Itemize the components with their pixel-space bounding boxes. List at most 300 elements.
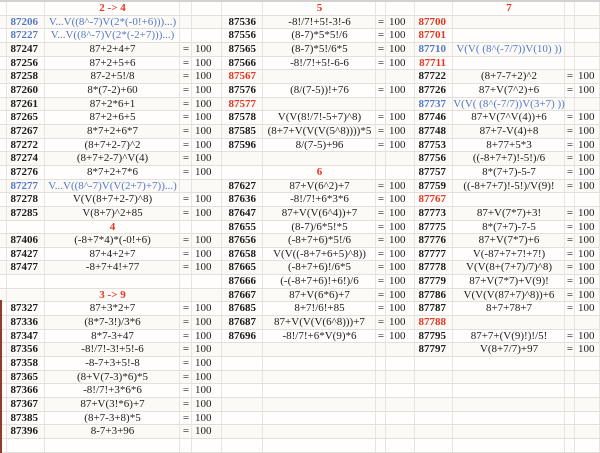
empty-cell[interactable] [575, 2, 600, 15]
number-cell[interactable]: 87748 [415, 125, 453, 138]
number-cell[interactable]: 87206 [7, 16, 45, 29]
gutter-cell[interactable] [0, 234, 7, 247]
gutter-cell[interactable] [0, 275, 7, 288]
result-cell[interactable]: 100 [575, 139, 600, 152]
empty-cell[interactable] [192, 289, 222, 302]
gutter-cell[interactable] [0, 221, 7, 234]
formula-cell[interactable]: 87+V(7*7)+3! [453, 207, 565, 220]
equals-cell[interactable]: = [180, 207, 192, 220]
result-cell[interactable]: 100 [386, 57, 415, 70]
gutter-cell[interactable] [0, 57, 7, 70]
result-cell[interactable]: 100 [575, 330, 600, 343]
equals-cell[interactable]: = [377, 288, 385, 301]
result-cell[interactable]: 100 [192, 261, 222, 274]
number-cell[interactable]: 87778 [415, 261, 453, 274]
gutter-cell[interactable] [0, 261, 7, 274]
equals-cell[interactable]: = [180, 248, 192, 261]
result-cell[interactable]: 100 [386, 139, 415, 152]
formula-cell[interactable]: -8!/7!-3!+5!-6 [45, 343, 180, 356]
result-cell[interactable]: 100 [575, 275, 600, 288]
empty-cell[interactable] [192, 221, 222, 234]
equals-cell[interactable]: = [377, 15, 385, 28]
result-cell[interactable]: 100 [192, 43, 222, 56]
number-cell[interactable]: 87367 [7, 398, 45, 411]
empty-cell[interactable] [386, 343, 415, 356]
empty-cell[interactable] [575, 398, 600, 411]
empty-cell[interactable] [386, 371, 415, 384]
result-cell[interactable]: 100 [192, 152, 222, 165]
formula-cell[interactable]: 87+3*2+7 [45, 302, 180, 315]
empty-cell[interactable] [263, 152, 376, 165]
formula-cell[interactable]: ((-8+7+7)!-5!)/V(9)! [453, 180, 565, 193]
empty-cell[interactable] [565, 193, 575, 206]
empty-cell[interactable] [376, 166, 386, 179]
empty-cell[interactable] [453, 371, 565, 384]
result-cell[interactable]: 100 [386, 316, 415, 329]
equals-cell[interactable]: = [566, 111, 574, 124]
equals-cell[interactable]: = [180, 98, 192, 111]
empty-cell[interactable] [565, 398, 575, 411]
gutter-cell[interactable] [0, 84, 7, 97]
formula-cell[interactable]: 87+7+(V(9)!)!/5! [453, 330, 565, 343]
number-cell[interactable]: 87358 [7, 357, 45, 370]
result-cell[interactable]: 100 [192, 84, 222, 97]
number-cell[interactable]: 87786 [415, 289, 453, 302]
empty-cell[interactable] [453, 439, 565, 452]
result-cell[interactable]: 100 [386, 29, 415, 42]
empty-cell[interactable] [263, 439, 376, 452]
empty-cell[interactable] [376, 439, 386, 452]
empty-cell[interactable] [222, 343, 263, 356]
empty-cell[interactable] [386, 425, 415, 438]
formula-cell[interactable]: -8!/7!+3*6*6 [45, 384, 180, 397]
empty-cell[interactable] [565, 425, 575, 438]
number-cell[interactable]: 87258 [7, 70, 45, 83]
number-cell[interactable]: 87759 [415, 180, 453, 193]
formula-cell[interactable]: 87+2+4+7 [45, 43, 180, 56]
formula-cell[interactable]: 87+2+6+5 [45, 111, 180, 124]
equals-cell[interactable]: = [566, 247, 574, 260]
formula-cell[interactable]: (8+7+2-7)^V(4) [45, 152, 180, 165]
number-cell[interactable]: 87336 [7, 316, 45, 329]
number-cell[interactable]: 87797 [415, 343, 453, 356]
result-cell[interactable]: 100 [386, 193, 415, 206]
result-cell[interactable]: 100 [386, 84, 415, 97]
equals-cell[interactable]: = [377, 179, 385, 192]
equals-cell[interactable]: = [566, 152, 574, 165]
number-cell[interactable]: 87536 [222, 16, 263, 29]
result-cell[interactable]: 100 [192, 234, 222, 247]
result-cell[interactable]: 100 [575, 152, 600, 165]
number-cell[interactable]: 87585 [222, 125, 263, 138]
formula-cell[interactable]: -8!/7!+5!-6-6 [263, 57, 376, 70]
empty-cell[interactable] [386, 98, 415, 111]
result-cell[interactable]: 100 [386, 234, 415, 247]
result-cell[interactable]: 100 [575, 70, 600, 83]
result-cell[interactable]: 100 [575, 261, 600, 274]
section-header[interactable]: 4 [45, 221, 180, 234]
section-header[interactable]: 7 [453, 2, 565, 15]
formula-cell[interactable]: (8-7)*5!/6*5 [263, 43, 376, 56]
gutter-cell[interactable] [0, 207, 7, 220]
empty-cell[interactable] [453, 384, 565, 397]
empty-cell[interactable] [180, 439, 192, 452]
formula-cell[interactable]: 87+V(6*6)+7 [263, 289, 376, 302]
equals-cell[interactable]: = [377, 329, 385, 342]
formula-cell[interactable]: 8*7-3+47 [45, 330, 180, 343]
number-cell[interactable]: 87396 [7, 425, 45, 438]
empty-cell[interactable] [376, 398, 386, 411]
result-cell[interactable]: 100 [575, 302, 600, 315]
empty-cell[interactable] [565, 384, 575, 397]
equals-cell[interactable]: = [180, 343, 192, 356]
equals-cell[interactable]: = [377, 83, 385, 96]
number-cell[interactable]: 87596 [222, 139, 263, 152]
number-cell[interactable]: 87701 [415, 29, 453, 42]
result-cell[interactable]: 100 [192, 207, 222, 220]
number-cell[interactable]: 87627 [222, 180, 263, 193]
result-cell[interactable]: 100 [192, 111, 222, 124]
equals-cell[interactable]: = [566, 343, 574, 356]
formula-cell[interactable]: (-8+7+6)*5!/6 [263, 234, 376, 247]
result-cell[interactable]: 100 [192, 98, 222, 111]
equals-cell[interactable]: = [566, 261, 574, 274]
equals-cell[interactable]: = [377, 302, 385, 315]
equals-cell[interactable]: = [377, 220, 385, 233]
gutter-cell[interactable] [0, 152, 7, 165]
number-cell[interactable]: 87737 [415, 98, 453, 111]
equals-cell[interactable]: = [180, 139, 192, 152]
formula-cell[interactable]: 8+77+5*3 [453, 139, 565, 152]
empty-cell[interactable] [565, 316, 575, 329]
number-cell[interactable]: 87656 [222, 234, 263, 247]
empty-cell[interactable] [222, 439, 263, 452]
formula-cell[interactable]: V(-87+7+7!+7!) [453, 248, 565, 261]
result-cell[interactable]: 100 [386, 111, 415, 124]
formula-cell[interactable]: (8+V(7-3)*6)*5 [45, 371, 180, 384]
formula-cell[interactable]: V(V( (8^(-7/7))V(10) )) [453, 43, 565, 56]
result-cell[interactable]: 100 [386, 180, 415, 193]
empty-cell[interactable] [376, 357, 386, 370]
number-cell[interactable]: 87773 [415, 207, 453, 220]
formula-cell[interactable]: (8-7)*5*5!/6 [263, 29, 376, 42]
formula-cell[interactable]: 87+4+2+7 [45, 248, 180, 261]
number-cell[interactable]: 87285 [7, 207, 45, 220]
formula-cell[interactable]: 8+7!/6!+85 [263, 302, 376, 315]
empty-cell[interactable] [565, 439, 575, 452]
number-cell[interactable]: 87278 [7, 193, 45, 206]
empty-cell[interactable] [386, 398, 415, 411]
number-cell[interactable]: 87775 [415, 221, 453, 234]
equals-cell[interactable]: = [180, 125, 192, 138]
empty-cell[interactable] [386, 384, 415, 397]
formula-cell[interactable]: (-8+7*4)*(-0!+6) [45, 234, 180, 247]
empty-cell[interactable] [453, 57, 565, 70]
equals-cell[interactable]: = [566, 70, 574, 83]
gutter-cell[interactable] [0, 16, 7, 29]
empty-cell[interactable] [263, 98, 376, 111]
empty-cell[interactable] [222, 2, 263, 15]
empty-cell[interactable] [415, 384, 453, 397]
number-cell[interactable]: 87256 [7, 57, 45, 70]
result-cell[interactable]: 100 [386, 289, 415, 302]
number-cell[interactable]: 87658 [222, 248, 263, 261]
result-cell[interactable]: 100 [575, 343, 600, 356]
empty-cell[interactable] [376, 425, 386, 438]
number-cell[interactable]: 87655 [222, 221, 263, 234]
result-cell[interactable]: 100 [192, 371, 222, 384]
formula-cell[interactable]: (8+7+2-7)^2 [45, 139, 180, 152]
empty-cell[interactable] [180, 2, 192, 15]
section-header[interactable]: 5 [263, 2, 376, 15]
empty-cell[interactable] [263, 425, 376, 438]
number-cell[interactable]: 87277 [7, 180, 45, 193]
number-cell[interactable]: 87665 [222, 261, 263, 274]
equals-cell[interactable]: = [180, 261, 192, 274]
gutter-cell[interactable] [0, 248, 7, 261]
result-cell[interactable]: 100 [575, 248, 600, 261]
result-cell[interactable]: 100 [192, 384, 222, 397]
empty-cell[interactable] [565, 29, 575, 42]
empty-cell[interactable] [575, 439, 600, 452]
result-cell[interactable]: 100 [386, 330, 415, 343]
number-cell[interactable]: 87788 [415, 316, 453, 329]
result-cell[interactable]: 100 [192, 398, 222, 411]
number-cell[interactable]: 87636 [222, 193, 263, 206]
number-cell[interactable]: 87710 [415, 43, 453, 56]
empty-cell[interactable] [222, 412, 263, 425]
equals-cell[interactable]: = [566, 234, 574, 247]
result-cell[interactable]: 100 [192, 248, 222, 261]
empty-cell[interactable] [222, 371, 263, 384]
formula-cell[interactable]: -8-7+3+5!-8 [45, 357, 180, 370]
formula-cell[interactable]: 87+V(6^2)+7 [263, 180, 376, 193]
gutter-cell[interactable] [0, 180, 7, 193]
gutter-cell[interactable] [0, 29, 7, 42]
equals-cell[interactable]: = [180, 166, 192, 179]
equals-cell[interactable]: = [180, 70, 192, 83]
result-cell[interactable]: 100 [192, 57, 222, 70]
empty-cell[interactable] [263, 357, 376, 370]
result-cell[interactable]: 100 [192, 425, 222, 438]
result-cell[interactable]: 100 [575, 289, 600, 302]
empty-cell[interactable] [192, 275, 222, 288]
number-cell[interactable]: 87365 [7, 371, 45, 384]
empty-cell[interactable] [222, 398, 263, 411]
empty-cell[interactable] [222, 425, 263, 438]
formula-cell[interactable]: 87+V(7*7)+6 [453, 234, 565, 247]
empty-cell[interactable] [575, 43, 600, 56]
result-cell[interactable]: 100 [386, 125, 415, 138]
empty-cell[interactable] [263, 412, 376, 425]
number-cell[interactable]: 87685 [222, 302, 263, 315]
number-cell[interactable]: 87779 [415, 275, 453, 288]
number-cell[interactable]: 87567 [222, 70, 263, 83]
empty-cell[interactable] [222, 384, 263, 397]
number-cell[interactable]: 87385 [7, 412, 45, 425]
empty-cell[interactable] [180, 180, 192, 193]
result-cell[interactable]: 100 [192, 412, 222, 425]
empty-cell[interactable] [386, 412, 415, 425]
empty-cell[interactable] [180, 221, 192, 234]
section-header[interactable]: 3 -> 9 [45, 289, 180, 302]
empty-cell[interactable] [376, 70, 386, 83]
equals-cell[interactable]: = [180, 234, 192, 247]
equals-cell[interactable]: = [377, 111, 385, 124]
empty-cell[interactable] [386, 152, 415, 165]
equals-cell[interactable]: = [377, 206, 385, 219]
empty-cell[interactable] [453, 398, 565, 411]
empty-cell[interactable] [415, 371, 453, 384]
number-cell[interactable]: 87347 [7, 330, 45, 343]
empty-cell[interactable] [222, 152, 263, 165]
empty-cell[interactable] [565, 371, 575, 384]
number-cell[interactable]: 87696 [222, 330, 263, 343]
formula-cell[interactable]: 87+V(V(V(6^8)))+7 [263, 316, 376, 329]
gutter-cell[interactable] [0, 125, 7, 138]
number-cell[interactable]: 87666 [222, 275, 263, 288]
number-cell[interactable]: 87427 [7, 248, 45, 261]
empty-cell[interactable] [453, 29, 565, 42]
empty-cell[interactable] [7, 439, 45, 452]
empty-cell[interactable] [386, 439, 415, 452]
number-cell[interactable]: 87477 [7, 261, 45, 274]
gutter-cell[interactable] [0, 70, 7, 83]
empty-cell[interactable] [7, 221, 45, 234]
empty-cell[interactable] [386, 70, 415, 83]
number-cell[interactable]: 87577 [222, 98, 263, 111]
empty-cell[interactable] [7, 275, 45, 288]
result-cell[interactable]: 100 [192, 125, 222, 138]
formula-cell[interactable]: 87+V(3!*6)+7 [45, 398, 180, 411]
result-cell[interactable]: 100 [192, 166, 222, 179]
empty-cell[interactable] [575, 412, 600, 425]
empty-cell[interactable] [565, 57, 575, 70]
empty-cell[interactable] [565, 412, 575, 425]
equals-cell[interactable]: = [566, 329, 574, 342]
equals-cell[interactable]: = [566, 302, 574, 315]
empty-cell[interactable] [575, 193, 600, 206]
equals-cell[interactable]: = [377, 42, 385, 55]
empty-cell[interactable] [415, 357, 453, 370]
result-cell[interactable]: 100 [192, 302, 222, 315]
empty-cell[interactable] [565, 16, 575, 29]
equals-cell[interactable]: = [180, 302, 192, 315]
equals-cell[interactable]: = [180, 57, 192, 70]
equals-cell[interactable]: = [566, 138, 574, 151]
result-cell[interactable]: 100 [386, 207, 415, 220]
empty-cell[interactable] [180, 29, 192, 42]
empty-cell[interactable] [192, 439, 222, 452]
equals-cell[interactable]: = [377, 138, 385, 151]
result-cell[interactable]: 100 [575, 125, 600, 138]
formula-cell[interactable]: V(V(8+(7+7)/7)^8) [453, 261, 565, 274]
result-cell[interactable]: 100 [192, 193, 222, 206]
empty-cell[interactable] [192, 16, 222, 29]
empty-cell[interactable] [376, 98, 386, 111]
number-cell[interactable]: 87746 [415, 111, 453, 124]
number-cell[interactable]: 87565 [222, 43, 263, 56]
formula-cell[interactable]: V(V( (8^(-7/7))V(3+7) )) [453, 97, 565, 110]
result-cell[interactable]: 100 [575, 221, 600, 234]
equals-cell[interactable]: = [180, 371, 192, 384]
empty-cell[interactable] [222, 357, 263, 370]
formula-cell[interactable]: 8*(7+7)-7-5 [453, 221, 565, 234]
empty-cell[interactable] [575, 425, 600, 438]
equals-cell[interactable]: = [180, 43, 192, 56]
empty-cell[interactable] [575, 384, 600, 397]
section-header[interactable]: 2 -> 4 [45, 2, 180, 15]
empty-cell[interactable] [415, 2, 453, 15]
number-cell[interactable]: 87687 [222, 316, 263, 329]
number-cell[interactable]: 87753 [415, 139, 453, 152]
formula-cell[interactable]: 87+2*6+1 [45, 98, 180, 111]
result-cell[interactable]: 100 [192, 343, 222, 356]
number-cell[interactable]: 87566 [222, 57, 263, 70]
number-cell[interactable]: 87647 [222, 207, 263, 220]
equals-cell[interactable]: = [377, 56, 385, 69]
empty-cell[interactable] [453, 357, 565, 370]
gutter-cell[interactable] [0, 98, 7, 111]
number-cell[interactable]: 87756 [415, 152, 453, 165]
equals-cell[interactable]: = [566, 220, 574, 233]
number-cell[interactable]: 87227 [7, 29, 45, 42]
number-cell[interactable]: 87265 [7, 111, 45, 124]
result-cell[interactable]: 100 [386, 43, 415, 56]
number-cell[interactable]: 87247 [7, 43, 45, 56]
formula-cell[interactable]: V(V(8+7+2-7)^8) [45, 193, 180, 206]
gutter-cell[interactable] [0, 43, 7, 56]
formula-cell[interactable]: (-(-8+7+6)!+6!)/6 [263, 275, 376, 288]
formula-cell[interactable]: (8+7-3+8)*5 [45, 412, 180, 425]
equals-cell[interactable]: = [377, 261, 385, 274]
equals-cell[interactable]: = [377, 124, 385, 137]
result-cell[interactable]: 100 [386, 221, 415, 234]
number-cell[interactable]: 87667 [222, 289, 263, 302]
number-cell[interactable]: 87767 [415, 193, 453, 206]
formula-cell[interactable]: 8/(7-5)+96 [263, 139, 376, 152]
equals-cell[interactable]: = [566, 288, 574, 301]
empty-cell[interactable] [376, 412, 386, 425]
formula-cell[interactable]: -8!/7!+5!-3!-6 [263, 16, 376, 29]
formula-cell[interactable]: V(V(8!/7!-5+7)^8) [263, 111, 376, 124]
formula-cell[interactable]: (8/(7-5))!+76 [263, 84, 376, 97]
empty-cell[interactable] [565, 43, 575, 56]
equals-cell[interactable]: = [566, 275, 574, 288]
empty-cell[interactable] [575, 29, 600, 42]
equals-cell[interactable]: = [180, 152, 192, 165]
empty-cell[interactable] [192, 29, 222, 42]
formula-cell[interactable]: V(8+7)^2+85 [45, 207, 180, 220]
formula-cell[interactable]: 8*7+2+6*7 [45, 125, 180, 138]
number-cell[interactable]: 87327 [7, 302, 45, 315]
formula-cell[interactable]: ((-8+7+7)!-5!)/6 [453, 152, 565, 165]
formula-cell[interactable]: -8+7+4!+77 [45, 261, 180, 274]
empty-cell[interactable] [453, 316, 565, 329]
empty-cell[interactable] [192, 2, 222, 15]
empty-cell[interactable] [180, 275, 192, 288]
equals-cell[interactable]: = [180, 316, 192, 329]
result-cell[interactable]: 100 [386, 16, 415, 29]
empty-cell[interactable] [453, 425, 565, 438]
equals-cell[interactable]: = [377, 275, 385, 288]
number-cell[interactable]: 87406 [7, 234, 45, 247]
empty-cell[interactable] [453, 16, 565, 29]
empty-cell[interactable] [415, 398, 453, 411]
equals-cell[interactable]: = [180, 384, 192, 397]
result-cell[interactable]: 100 [192, 357, 222, 370]
number-cell[interactable]: 87777 [415, 248, 453, 261]
